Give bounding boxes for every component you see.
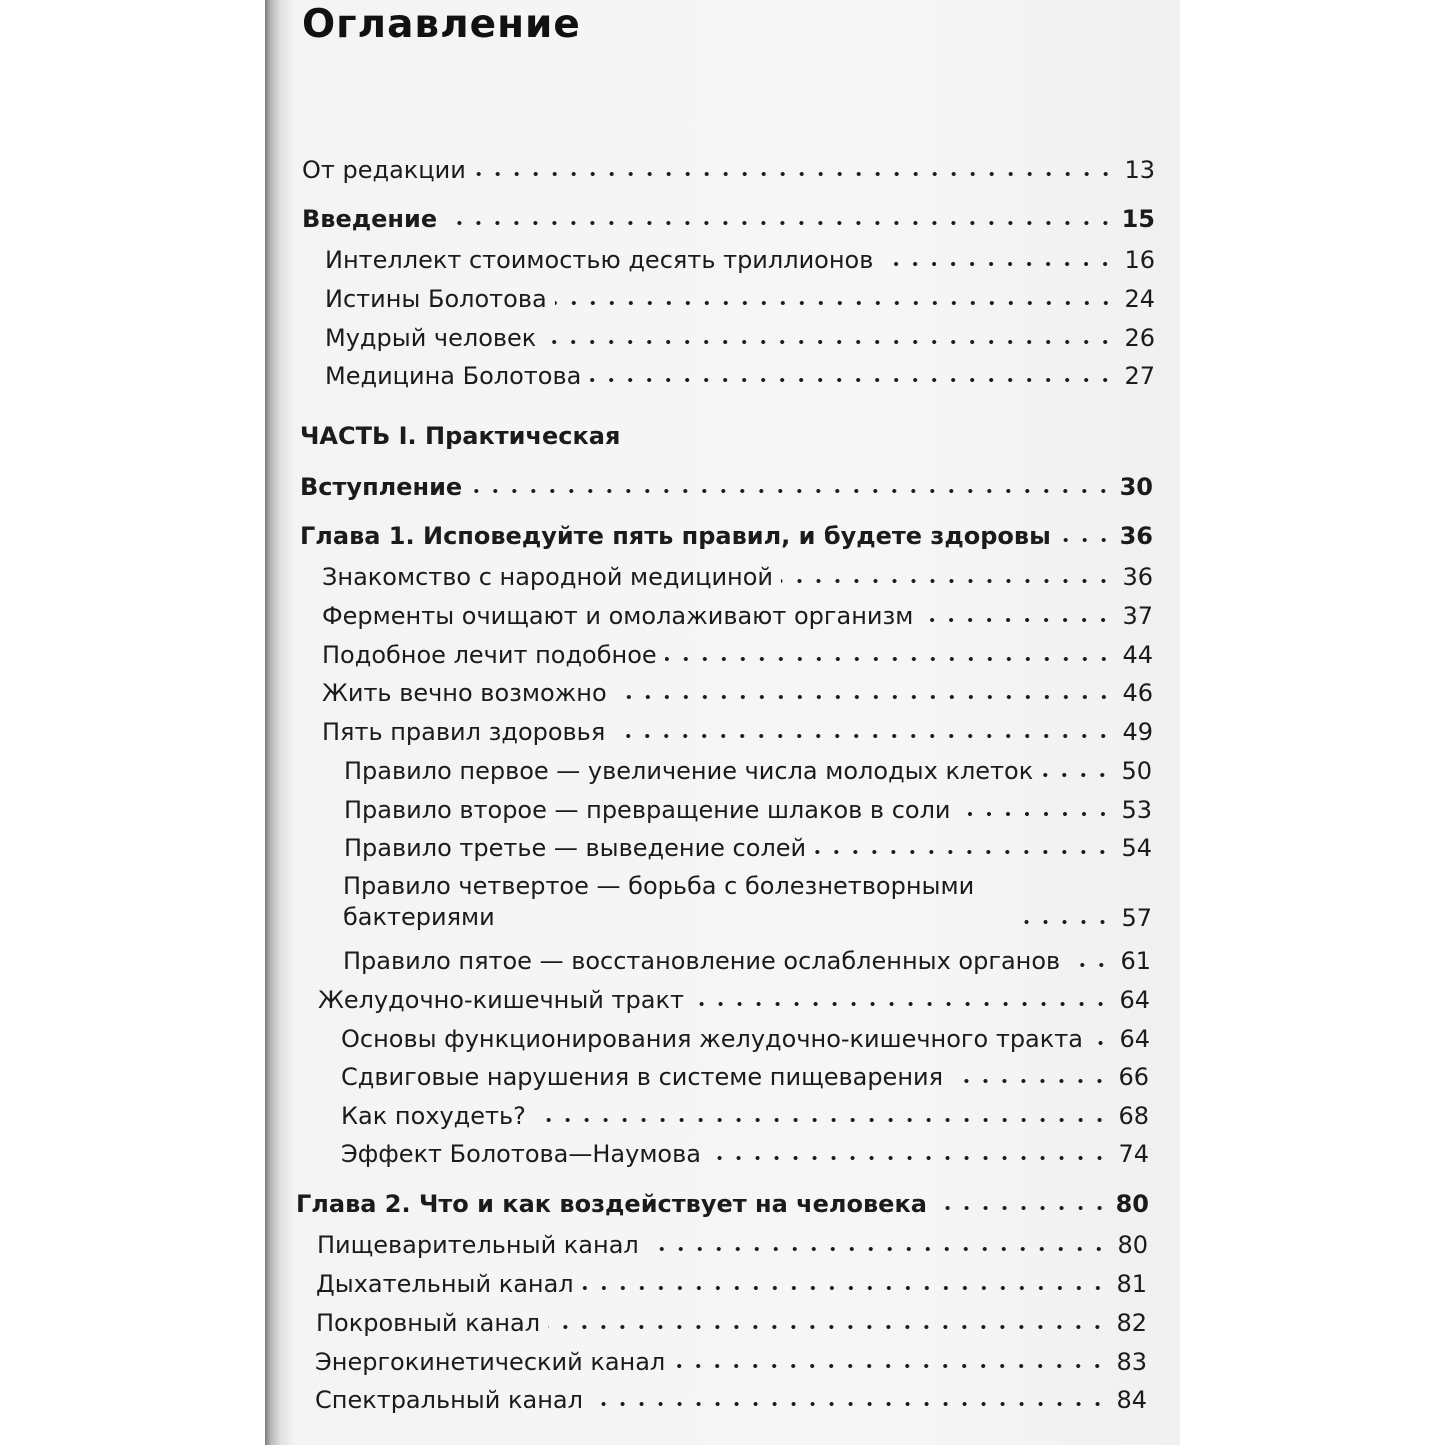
leader-dots [534,1117,1109,1123]
toc-entry-page: 26 [1124,324,1155,352]
leader-dots [921,617,1113,623]
toc-entry-page: 44 [1122,641,1153,669]
toc-entry [341,1101,1149,1131]
toc-entry [322,717,1153,747]
toc-entry-title: Пищеварительный канал [317,1231,639,1259]
leader-dots [1041,772,1112,778]
toc-entry-page: 57 [1121,904,1152,932]
toc-entry-page: 74 [1118,1140,1149,1168]
toc-entry-title: Сдвиговые нарушения в системе пищеварения [341,1063,944,1091]
leader-dots [935,1205,1109,1211]
toc-entry-title: Спектральный канал [315,1386,583,1414]
toc-entry [325,323,1155,353]
leader-dots [951,1078,1109,1084]
toc-entry-page: 82 [1116,1309,1147,1337]
toc-entry [325,284,1155,314]
leader-dots [814,849,1112,855]
toc-entry-title: Подобное лечит подобное [322,641,657,669]
toc-entry-title: Глава 2. Что и как воздействует на человека [296,1190,927,1218]
toc-entry-title: Жить вечно возможно [322,679,607,707]
leader-dots [1091,1040,1110,1046]
toc-entry [325,245,1155,275]
toc-entry [300,521,1153,551]
toc-entry-page: 37 [1122,602,1153,630]
toc-entry [344,833,1152,863]
toc-entry-title: Эффект Болотова—Наумова [341,1140,701,1168]
toc-entry-page: 68 [1118,1102,1149,1130]
toc-entry-title: Мудрый человек [325,324,537,352]
leader-dots [582,1285,1107,1291]
toc-entry-page: 64 [1119,1025,1150,1053]
toc-entry [344,795,1152,825]
toc-entry-title: Дыхательный канал [316,1270,574,1298]
toc-entry-page: 27 [1124,362,1155,390]
toc-entry [302,204,1155,234]
toc-entry-page: 30 [1119,473,1153,501]
leader-dots [781,578,1113,584]
toc-entry-page: 80 [1117,1231,1148,1259]
toc-entry-page: 16 [1124,246,1155,274]
toc-entry [341,1139,1149,1169]
toc-entry [316,1308,1147,1338]
toc-entry [344,756,1152,786]
toc-entry-page: 24 [1124,285,1155,313]
leader-dots [548,1324,1107,1330]
toc-entry [316,1269,1147,1299]
toc-part-heading [300,421,1000,451]
toc-entry-title: От редакции [302,156,466,184]
leader-dots [555,300,1115,306]
toc-entry-title: Энергокинетический канал [315,1348,666,1376]
toc-entry [343,946,1151,976]
leader-dots [615,694,1113,700]
toc-entry-page: 84 [1116,1386,1147,1414]
toc-entry [325,361,1155,391]
toc-entry [322,601,1153,631]
toc-entry-page: 13 [1124,156,1155,184]
toc-entry-title: Пять правил здоровья [322,718,606,746]
toc-entry-title: Правило пятое — восстановление ослабленных органов [343,947,1061,975]
toc-entry [317,1230,1148,1260]
toc-entry [300,472,1153,502]
leader-dots [881,261,1115,267]
toc-entry [318,985,1150,1015]
leader-dots [591,1401,1107,1407]
toc-entry-title: Интеллект стоимостью десять триллионов [325,246,874,274]
toc-entry-page: 66 [1118,1063,1149,1091]
toc-entry-page: 81 [1116,1270,1147,1298]
toc-entry-title: Истины Болотова [325,285,547,313]
toc-entry-page: 50 [1121,757,1152,785]
toc-entry-page: 15 [1121,205,1155,233]
toc-entry-page: 49 [1122,718,1153,746]
toc-entry-title: Знакомство с народной медициной [322,563,774,591]
leader-dots [613,733,1113,739]
toc-entry-title: Правило первое — увеличение числа молодых клеток [344,757,1034,785]
toc-entry-title: Как похудеть? [341,1102,526,1130]
toc-entry-page: 36 [1122,563,1153,591]
toc-entry [302,155,1155,185]
leader-dots [709,1155,1109,1161]
leader-dots [692,1001,1110,1007]
toc-entry-title: Правило четвертое — борьба с болезнетворными бактериями [343,872,975,931]
toc-entry-title: Правило третье — выведение солей [344,834,807,862]
toc-entry [341,1024,1150,1054]
toc-entry-page: 53 [1121,796,1152,824]
toc-entry [341,1062,1149,1092]
leader-dots [647,1246,1108,1252]
leader-dots [470,488,1113,494]
toc-entry [315,1347,1147,1377]
leader-dots [1059,537,1113,543]
toc-entry-title: Вступление [300,473,463,501]
toc-entry-page: 36 [1119,522,1153,550]
toc-entry-title: Покровный канал [316,1309,541,1337]
toc-entry [322,562,1153,592]
toc-entry-title: Ферменты очищают и омолаживают организм [322,602,914,630]
toc-entry [343,871,1152,933]
toc-entry [315,1385,1147,1415]
leader-dots [589,377,1115,383]
toc-entry-title: Основы функционирования желудочно-кишечного тракта [341,1025,1083,1053]
leader-dots [959,811,1112,817]
toc-entry [296,1189,1149,1219]
toc-entry-page: 83 [1116,1348,1147,1376]
toc-entry-page: 61 [1120,947,1151,975]
leader-dots [673,1363,1107,1369]
toc-entry-page: 54 [1121,834,1152,862]
toc-entry-title: Глава 1. Исповедуйте пять правил, и будете здоровы [300,522,1051,550]
leader-dots [1068,962,1111,968]
toc-entry-title: Введение [302,205,438,233]
toc-entry-title: Правило второе — превращение шлаков в соли [344,796,951,824]
leader-dots [544,339,1115,345]
toc-entry-page: 80 [1115,1190,1149,1218]
toc-entry [322,640,1153,670]
toc-entry-title: Медицина Болотова [325,362,582,390]
toc-entry-page: 46 [1122,679,1153,707]
leader-dots [474,171,1115,177]
leader-dots [665,656,1113,662]
leader-dots [445,220,1115,226]
toc-entry-title: ЧАСТЬ I. Практическая [300,422,621,450]
toc-entry [322,678,1153,708]
toc-entry-title: Желудочно-кишечный тракт [318,986,684,1014]
leader-dots [1011,919,1112,925]
page-title: Оглавление [302,2,581,47]
toc-entry-page: 64 [1119,986,1150,1014]
